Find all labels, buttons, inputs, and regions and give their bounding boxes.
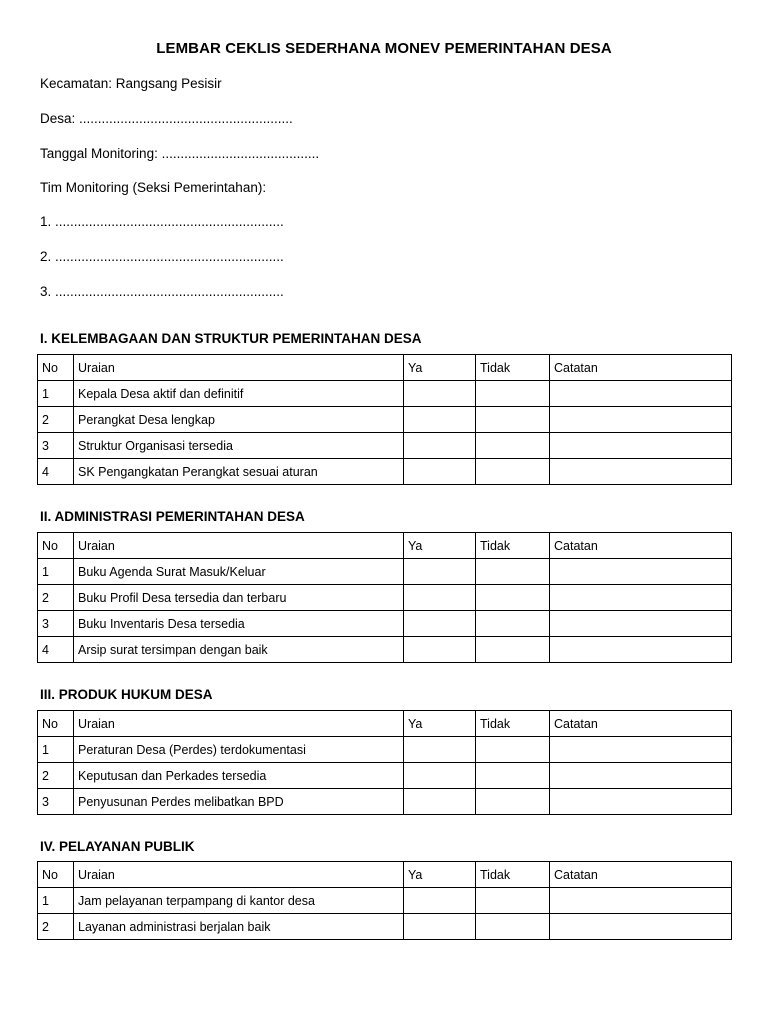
ya-cell[interactable]	[404, 637, 476, 663]
section-3-heading: III. PRODUK HUKUM DESA	[40, 687, 213, 702]
table-row	[38, 381, 732, 407]
tim-member-2-field: 2. .............................................................	[40, 249, 284, 264]
row-no: 2	[38, 585, 74, 611]
header-tidak: Tidak	[476, 862, 550, 888]
row-no: 3	[38, 789, 74, 815]
header-uraian: Uraian	[74, 533, 404, 559]
table-row	[38, 459, 732, 485]
row-no: 4	[38, 459, 74, 485]
ya-cell[interactable]	[404, 585, 476, 611]
table-row	[38, 611, 732, 637]
table-row	[38, 914, 732, 940]
row-uraian: Penyusunan Perdes melibatkan BPD	[74, 789, 404, 815]
row-uraian: Struktur Organisasi tersedia	[74, 433, 404, 459]
row-no: 4	[38, 637, 74, 663]
ya-cell[interactable]	[404, 789, 476, 815]
row-uraian: Keputusan dan Perkades tersedia	[74, 763, 404, 789]
header-tidak: Tidak	[476, 533, 550, 559]
tim-monitoring-label: Tim Monitoring (Seksi Pemerintahan):	[40, 180, 267, 195]
header-ya: Ya	[404, 533, 476, 559]
row-no: 1	[38, 559, 74, 585]
document-title: LEMBAR CEKLIS SEDERHANA MONEV PEMERINTAHAN DESA	[156, 40, 612, 57]
header-tidak: Tidak	[476, 711, 550, 737]
row-no: 2	[38, 407, 74, 433]
catatan-cell[interactable]	[550, 559, 732, 585]
row-no: 2	[38, 763, 74, 789]
kecamatan-line: Kecamatan: Rangsang Pesisir	[40, 76, 222, 91]
tidak-cell[interactable]	[476, 637, 550, 663]
header-no: No	[38, 711, 74, 737]
section-4-heading: IV. PELAYANAN PUBLIK	[40, 839, 195, 854]
ya-cell[interactable]	[404, 737, 476, 763]
section-2-table	[37, 532, 732, 663]
catatan-cell[interactable]	[550, 737, 732, 763]
header-catatan: Catatan	[550, 355, 732, 381]
catatan-cell[interactable]	[550, 763, 732, 789]
ya-cell[interactable]	[404, 611, 476, 637]
table-row	[38, 888, 732, 914]
header-tidak: Tidak	[476, 355, 550, 381]
section-1-table	[37, 354, 732, 485]
table-header-row	[38, 533, 732, 559]
tidak-cell[interactable]	[476, 763, 550, 789]
table-row	[38, 737, 732, 763]
row-uraian: Layanan administrasi berjalan baik	[74, 914, 404, 940]
tidak-cell[interactable]	[476, 381, 550, 407]
tidak-cell[interactable]	[476, 585, 550, 611]
ya-cell[interactable]	[404, 433, 476, 459]
table-header-row	[38, 862, 732, 888]
ya-cell[interactable]	[404, 763, 476, 789]
catatan-cell[interactable]	[550, 611, 732, 637]
row-uraian: SK Pengangkatan Perangkat sesuai aturan	[74, 459, 404, 485]
catatan-cell[interactable]	[550, 433, 732, 459]
header-uraian: Uraian	[74, 711, 404, 737]
header-ya: Ya	[404, 355, 476, 381]
row-uraian: Perangkat Desa lengkap	[74, 407, 404, 433]
table-row	[38, 789, 732, 815]
table-row	[38, 559, 732, 585]
row-uraian: Kepala Desa aktif dan definitif	[74, 381, 404, 407]
tidak-cell[interactable]	[476, 611, 550, 637]
section-1-heading: I. KELEMBAGAAN DAN STRUKTUR PEMERINTAHAN DESA	[40, 331, 422, 346]
tidak-cell[interactable]	[476, 789, 550, 815]
tidak-cell[interactable]	[476, 914, 550, 940]
table-row	[38, 433, 732, 459]
header-no: No	[38, 862, 74, 888]
catatan-cell[interactable]	[550, 585, 732, 611]
desa-field: Desa: .........................................................	[40, 111, 293, 126]
ya-cell[interactable]	[404, 459, 476, 485]
table-row	[38, 763, 732, 789]
catatan-cell[interactable]	[550, 637, 732, 663]
row-no: 3	[38, 611, 74, 637]
table-header-row	[38, 711, 732, 737]
header-no: No	[38, 355, 74, 381]
header-no: No	[38, 533, 74, 559]
tidak-cell[interactable]	[476, 433, 550, 459]
section-4-table	[37, 861, 732, 940]
tidak-cell[interactable]	[476, 737, 550, 763]
tidak-cell[interactable]	[476, 888, 550, 914]
ya-cell[interactable]	[404, 407, 476, 433]
header-ya: Ya	[404, 862, 476, 888]
row-no: 1	[38, 737, 74, 763]
tanggal-monitoring-field: Tanggal Monitoring: ..........................................	[40, 146, 320, 161]
header-uraian: Uraian	[74, 862, 404, 888]
table-header-row	[38, 355, 732, 381]
catatan-cell[interactable]	[550, 914, 732, 940]
row-uraian: Buku Agenda Surat Masuk/Keluar	[74, 559, 404, 585]
section-2-heading: II. ADMINISTRASI PEMERINTAHAN DESA	[40, 509, 305, 524]
header-uraian: Uraian	[74, 355, 404, 381]
catatan-cell[interactable]	[550, 381, 732, 407]
table-row	[38, 585, 732, 611]
row-no: 1	[38, 381, 74, 407]
row-uraian: Arsip surat tersimpan dengan baik	[74, 637, 404, 663]
table-row	[38, 637, 732, 663]
catatan-cell[interactable]	[550, 407, 732, 433]
row-uraian: Buku Profil Desa tersedia dan terbaru	[74, 585, 404, 611]
header-catatan: Catatan	[550, 862, 732, 888]
row-uraian: Buku Inventaris Desa tersedia	[74, 611, 404, 637]
table-row	[38, 407, 732, 433]
ya-cell[interactable]	[404, 914, 476, 940]
header-catatan: Catatan	[550, 533, 732, 559]
tim-member-1-field: 1. .............................................................	[40, 214, 284, 229]
section-3-table	[37, 710, 732, 815]
row-uraian: Peraturan Desa (Perdes) terdokumentasi	[74, 737, 404, 763]
tidak-cell[interactable]	[476, 407, 550, 433]
tidak-cell[interactable]	[476, 559, 550, 585]
catatan-cell[interactable]	[550, 789, 732, 815]
row-no: 3	[38, 433, 74, 459]
ya-cell[interactable]	[404, 381, 476, 407]
ya-cell[interactable]	[404, 888, 476, 914]
catatan-cell[interactable]	[550, 459, 732, 485]
tidak-cell[interactable]	[476, 459, 550, 485]
header-ya: Ya	[404, 711, 476, 737]
row-no: 1	[38, 888, 74, 914]
row-no: 2	[38, 914, 74, 940]
tim-member-3-field: 3. .............................................................	[40, 284, 284, 299]
header-catatan: Catatan	[550, 711, 732, 737]
row-uraian: Jam pelayanan terpampang di kantor desa	[74, 888, 404, 914]
ya-cell[interactable]	[404, 559, 476, 585]
catatan-cell[interactable]	[550, 888, 732, 914]
